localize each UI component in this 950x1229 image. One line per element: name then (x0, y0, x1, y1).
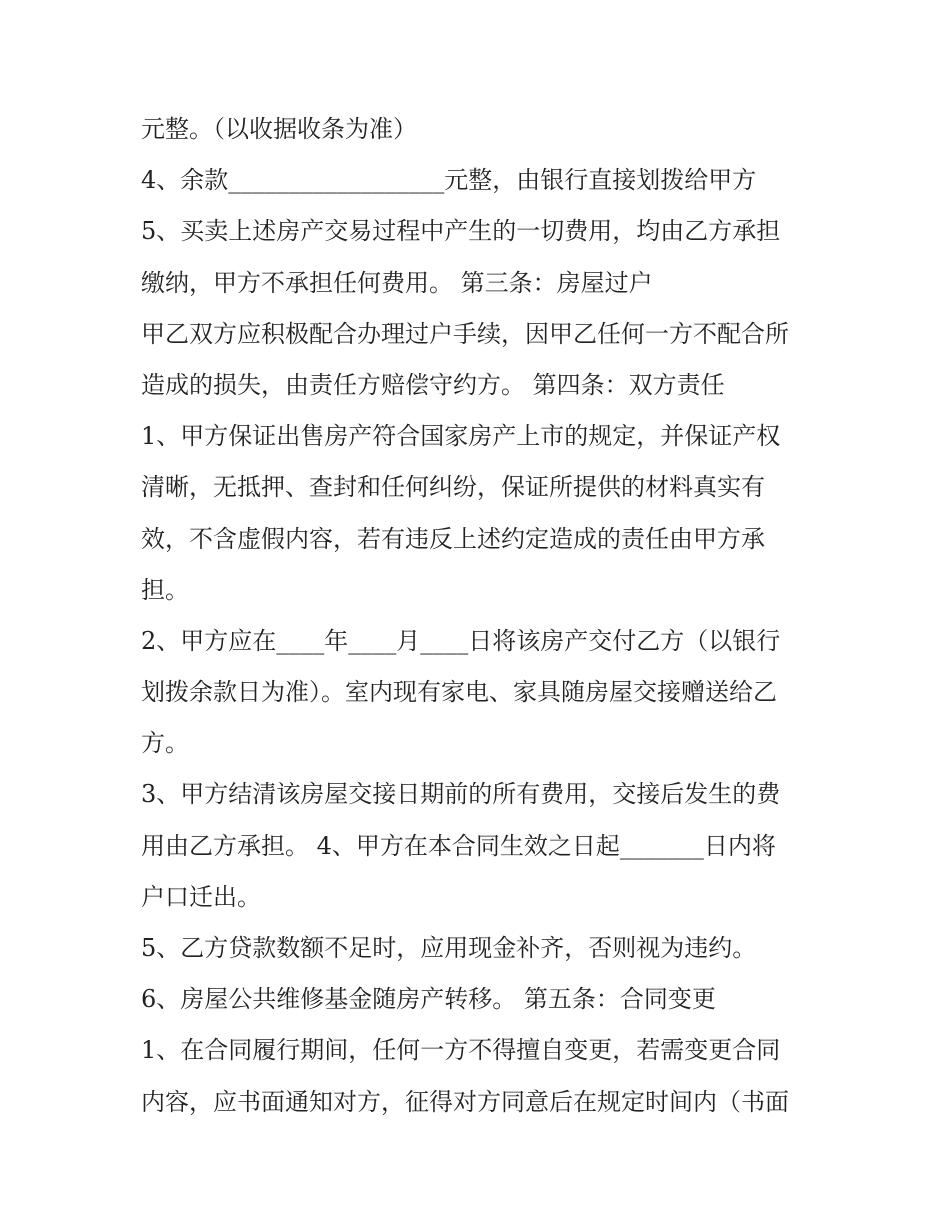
text-line: 2、甲方应在____年____月____日将该房产交付乙方（以银行 (141, 626, 781, 655)
text-line: 担。 (141, 575, 189, 604)
text-line: 清晰，无抵押、查封和任何纠纷，保证所提供的材料真实有 (141, 473, 765, 502)
text-line: 内容，应书面通知对方，征得对方同意后在规定时间内（书面 (141, 1087, 789, 1116)
text-line: 用由乙方承担。 4、甲方在本合同生效之日起_______日内将 (141, 831, 776, 860)
text-line: 6、房屋公共维修基金随房产转移。 第五条：合同变更 (141, 985, 716, 1014)
text-line: 户口迁出。 (141, 882, 261, 911)
text-line: 4、余款__________________元整，由银行直接划拨给甲方 (141, 166, 757, 195)
text-line: 造成的损失，由责任方赔偿守约方。 第四条：双方责任 (141, 370, 725, 399)
text-line: 3、甲方结清该房屋交接日期前的所有费用，交接后发生的费 (141, 780, 781, 809)
text-line: 方。 (141, 729, 189, 758)
text-line: 划拨余款日为准）。室内现有家电、家具随房屋交接赠送给乙 (141, 678, 777, 707)
text-line: 5、乙方贷款数额不足时，应用现金补齐，否则视为违约。 (141, 934, 757, 962)
text-line: 元整。（以收据收条为准） (141, 115, 417, 143)
text-line: 5、买卖上述房产交易过程中产生的一切费用，均由乙方承担 (141, 217, 781, 246)
text-line: 1、在合同履行期间，任何一方不得擅自变更，若需变更合同 (141, 1036, 781, 1065)
document-body (141, 104, 831, 1128)
text-line: 1、甲方保证出售房产符合国家房产上市的规定，并保证产权 (141, 422, 781, 451)
text-line: 甲乙双方应积极配合办理过户手续，因甲乙任何一方不配合所 (141, 319, 789, 348)
text-line: 缴纳，甲方不承担任何费用。 第三条：房屋过户 (141, 268, 653, 297)
text-line: 效，不含虚假内容，若有违反上述约定造成的责任由甲方承 (141, 524, 765, 553)
